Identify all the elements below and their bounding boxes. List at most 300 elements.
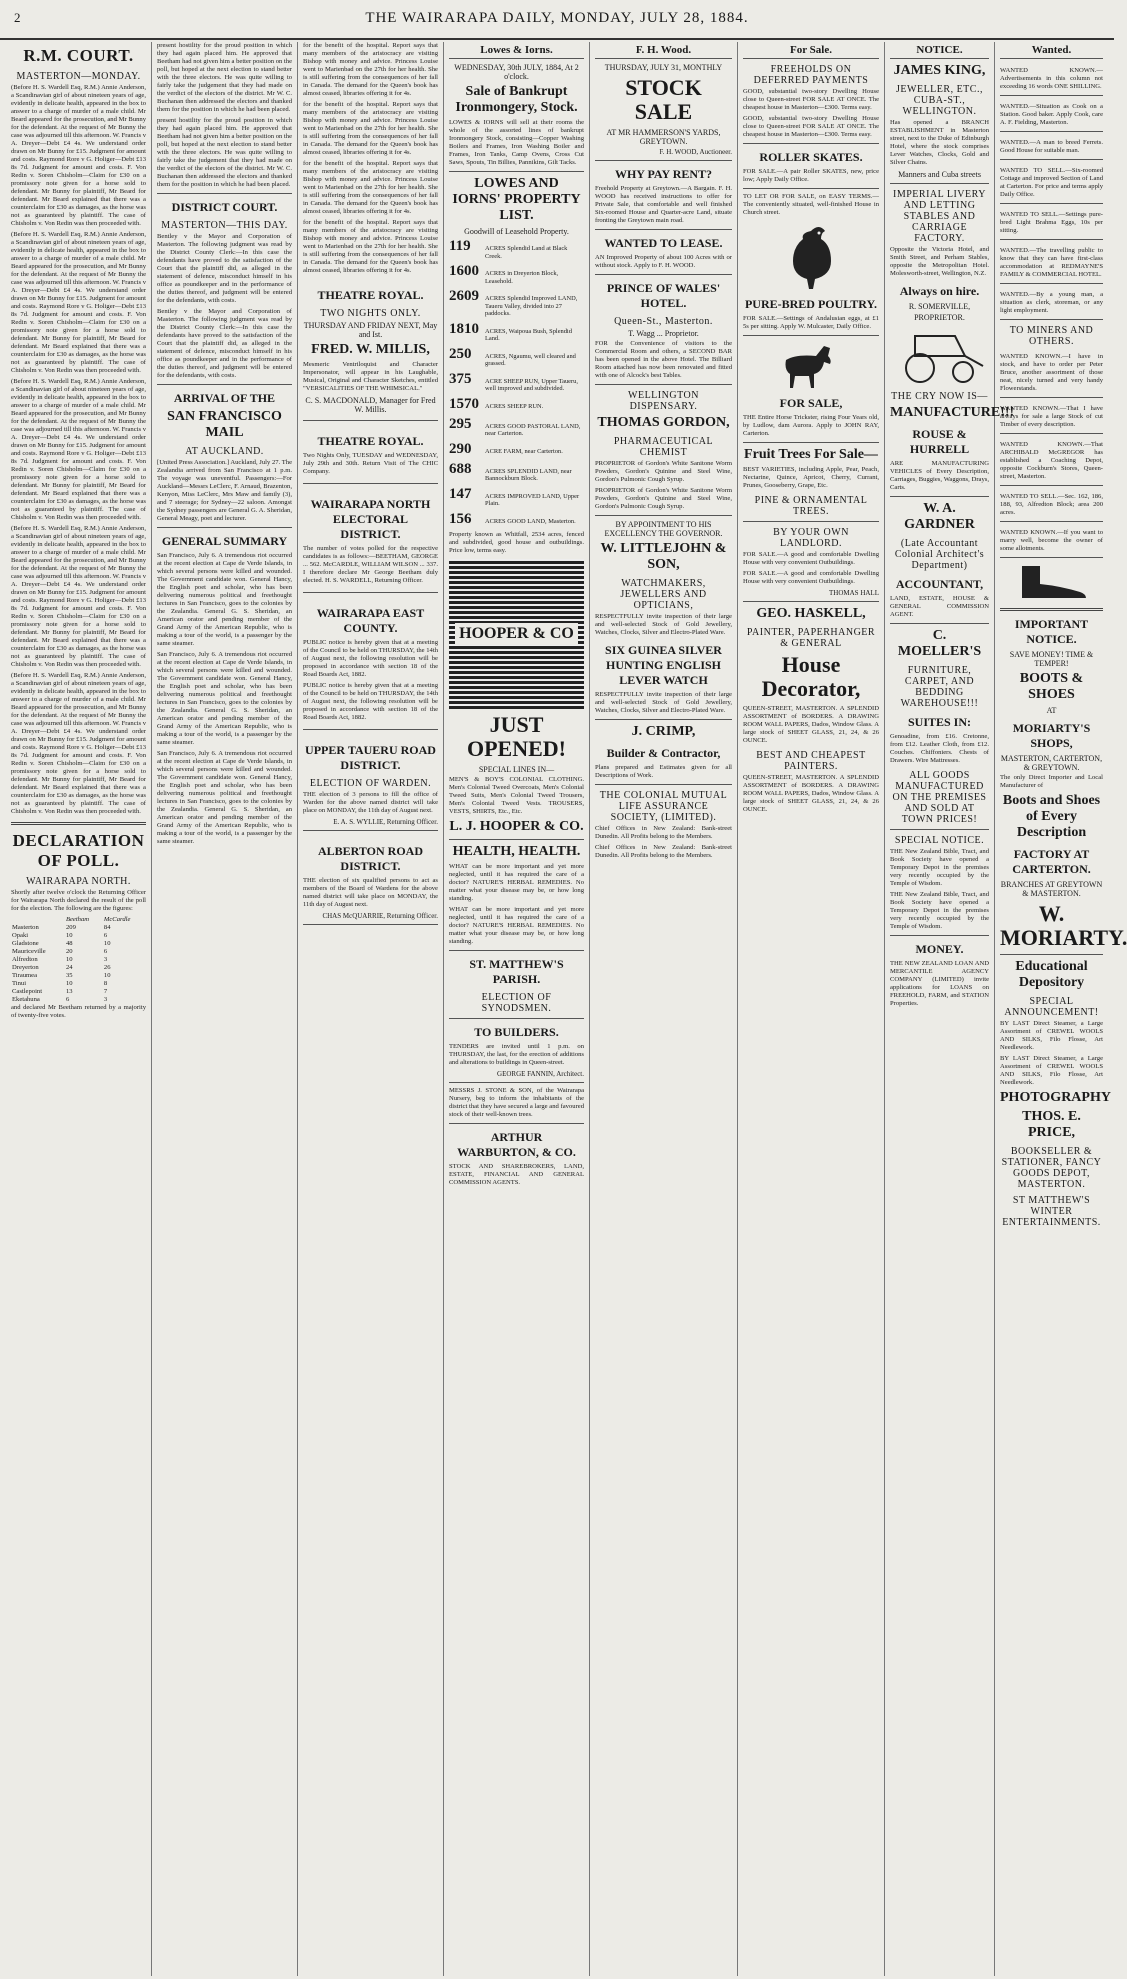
littlejohn-subtitle: WATCHMAKERS, JEWELLERS AND OPTICIANS, <box>620 578 707 611</box>
poll-cell: 26 <box>103 964 111 971</box>
poll-cell: Tinui <box>12 980 27 987</box>
property-list-intro: Goodwill of Leasehold Property. <box>464 227 569 236</box>
somerville-name: R. SOMERVILLE, <box>908 302 971 311</box>
court-report-cont: (Before H. S. Wardell Esq, R.M.) Annie Anderson, a Scandinavian girl of about nineteen years of age, evidently in delicate health, appeared in the box to answer to a charge of murder of a male child. Mr Beard appeared for the prosecution, and Mr Bunny for the defendant. At the request of Mr Bunny the case was adjourned till this afternoon. W. Francis v A. Dreyer—Debt £4 4s. We understand order drawn on Mr Bunny for £15. Judgment for amount and costs. Raymond Rore v G. Holiger—Debt £13 8s 7d. Judgment for amount and costs. F. Von Redin v. Soren Chisholm—Claim for £30 on a promissory note given for a horse sold to defendant. Mr Bunny for plaintiff, Mr Beard for defendant. Mr Beard explained that there was a counterclaim for £30 as damages, as the horse was not as guaranteed by plaintiff. The case of Chisholm v. Von Redin was then proceeded with. <box>11 231 146 374</box>
theatre-star: FRED. W. MILLIS, <box>311 342 430 357</box>
hotel-body: FOR the Convenience of visitors to the Commercial Room and others, a SECOND BAR has been opened in the above Hotel. The Billiard Room attached has now been renovated and fitted with one of Alcock's best Tables. <box>595 340 732 379</box>
wanted-ad: WANTED.—By a young man, a situation as clerk, storeman, or any light employment. <box>1000 287 1103 320</box>
property-acres: 375 <box>449 370 472 387</box>
poll-cell: Tiraumea <box>12 972 38 979</box>
stock-sale-sign: F. H. WOOD, Auctioneer. <box>659 148 732 156</box>
gardner-headline: ACCOUNTANT, <box>895 577 984 591</box>
builders-body: TENDERS are invited until 1 p.m. on THURSDAY, the last, for the erection of additions and alterations to buildings in Queen-street. <box>449 1042 584 1066</box>
poll-row <box>11 940 146 948</box>
fruit-trees-subtitle: PINE & ORNAMENTAL TREES. <box>754 495 868 517</box>
property-acres: 147 <box>449 485 472 502</box>
divider <box>890 496 989 497</box>
rent-title: WHY PAY RENT? <box>614 167 713 181</box>
court-report: (Before H. S. Wardell Esq, R.M.) Annie Anderson, a Scandinavian girl of about nineteen years of age, evidently in delicate health, appeared in the box to answer to a charge of murder of a male child. Mr Beard appeared for the prosecution, and Mr Bunny for the defendant. At the request of Mr Bunny the case was adjourned till this afternoon. W. Francis v A. Dreyer—Debt £4 4s. We understand order drawn on Mr Bunny for £15. Judgment for amount and costs. Raymond Rore v G. Holiger—Debt £13 8s 7d. Judgment for amount and costs. F. Von Redin v. Soren Chisholm—Claim for £30 on a promissory note given for a horse sold to defendant. Mr Bunny for plaintiff, Mr Beard for defendant. Mr Beard explained that there was a counterclaim for £30 as damages, as the horse was not as guaranteed by plaintiff. The case of Chisholm v. Von Redin was then proceeded with. <box>11 84 146 227</box>
property-item <box>449 441 584 458</box>
poll-cell: Eketahuna <box>12 996 40 1003</box>
suites-footer: ALL GOODS MANUFACTURED ON THE PREMISES AND SOLD AT TOWN PRICES! <box>892 770 987 825</box>
wanted-ad: WANTED TO SELL.—Settings pure-bred Light Brahma Eggs, 10s per sitting. <box>1000 207 1103 240</box>
property-description: ACRE FARM, near Carterton. <box>485 447 563 455</box>
divider <box>595 515 732 516</box>
just-opened-body: MEN'S & BOY'S COLONIAL CLOTHING. Men's Colonial Tweed Overcoats, Men's Colonial Tweed Suits, Men's Colonial Tweed Trousers, Men's Colonial Tweed Vests. TROUSERS, VESTS, SHIRTS, Etc., Etc. <box>449 775 584 815</box>
poll-cell: 24 <box>65 964 73 971</box>
wanted-list-2 <box>1000 349 1103 558</box>
poll-row <box>11 964 146 972</box>
property-description: ACRES in Dreyerton Block, Leasehold. <box>485 270 559 285</box>
poll-row <box>11 932 146 940</box>
arrival-title: ARRIVAL OF THE <box>173 391 276 405</box>
news-body-3: for the benefit of the hospital. Report says that many members of the aristocracy are visiting Bishop with money and advice. Princess Louise went to Marienbad on the 27th for her health. She is still suffering from the consequences of her fall in Canada. The demand for the Queen's book has almost ceased, libraries offering it for 4s. <box>303 160 438 215</box>
wanted-list <box>1000 63 1103 320</box>
suites-body: Genoadine, from £16. Cretonne, from £12. Leather Cloth, from £12. Couches. Chiffoniers. Chests of Drawers. Wire Mattresses. <box>890 733 989 764</box>
sale-body: LOWES & IORNS will sell at their rooms the whole of the assorted lines of bankrupt Ironmongery Stock, consisting—Copper Washing Boilers and Frames, Iron Washing Boiler and Frames, Iron Tanks, Camp Ovens, Cross Cut Saws, Spouts, Tin Billies, Pannikins, Gilt Tacks. <box>449 119 584 166</box>
court-title: R.M. COURT. <box>23 46 134 65</box>
poll-footer: and declared Mr Beetham returned by a majority of twenty-five votes. <box>11 1004 146 1019</box>
court-report-cont-4: (Before H. S. Wardell Esq, R.M.) Annie Anderson, a Scandinavian girl of about nineteen years of age, evidently in delicate health, appeared in the box to answer to a charge of murder of a male child. Mr Beard appeared for the prosecution, and Mr Bunny for the defendant. At the request of Mr Bunny the case was adjourned till this afternoon. W. Francis v A. Dreyer—Debt £4 4s. We understand order drawn on Mr Bunny for £15. Judgment for amount and costs. Raymond Rore v G. Holiger—Debt £13 8s 7d. Judgment for amount and costs. F. Von Redin v. Soren Chisholm—Claim for £30 on a promissory note given for a horse sold to defendant. Mr Bunny for plaintiff, Mr Beard for defendant. Mr Beard explained that there was a counterclaim for £30 as damages, as the horse was not as guaranteed by plaintiff. The case of Chisholm v. Von Redin was then proceeded with. <box>11 672 146 815</box>
poll-cell: 6 <box>103 932 108 939</box>
moriarty-name: W. MORIARTY. <box>1000 901 1127 950</box>
theatre-dates: THURSDAY AND FRIDAY NEXT, May and Ist. <box>303 321 438 339</box>
upper-taueru-subtitle: ELECTION OF WARDEN. <box>309 778 432 789</box>
poll-intro: Shortly after twelve o'clock the Returning Officer for Wairarapa North declared the result of the poll for the election. The following are the figures: <box>11 889 146 912</box>
livery-body: Opposite the Victoria Hotel, and Smith Street, and Perham Stables, opposite the Metropolitan Hotel. Molesworth-street, Wellington, N.Z. <box>890 246 989 277</box>
gardner-body: LAND, ESTATE, HOUSE & GENERAL COMMISSION AGENT. <box>890 595 989 618</box>
king-body: Has opened a BRANCH ESTABLISHMENT in Masterton street, next to the Duke of Edinburgh Hotel, where the stock comprises Lever Watches, Clocks, Gold and Silver Chains. <box>890 119 989 166</box>
poll-cell: 10 <box>65 932 73 939</box>
divider <box>743 601 879 602</box>
health-body: WHAT can be more important and yet more neglected, until it has required the care of a doctor? NATURE'S HERBAL REMEDIES. No matter what your disease may be, or how long standing. <box>449 862 584 902</box>
divider <box>890 935 989 936</box>
property-description: ACRES Splendid Land at Black Creek. <box>485 245 568 260</box>
money-body: THE NEW ZEALAND LOAN AND MERCANTILE AGENCY COMPANY (LIMITED) invite applications for LOANS on FREEHOLD, FARM, and STATION Properties. <box>890 960 989 1007</box>
divider <box>743 188 879 189</box>
divider <box>595 160 732 161</box>
alberton-ad <box>303 834 438 925</box>
poll-cell: Alfredton <box>12 956 38 963</box>
divider <box>449 950 584 951</box>
haskell-title: GEO. HASKELL, <box>756 606 866 621</box>
property-description: ACRES, Ngaumu, well cleared and grassed. <box>485 352 576 367</box>
educational-body: BY LAST Direct Steamer, a Large Assortment of CREWEL WOOLS AND SILKS, Filo Flosse, Art Needlework. <box>1000 1020 1103 1051</box>
property-acres: 290 <box>449 440 472 457</box>
column-5 <box>590 42 738 1976</box>
poll-cell: Gladstone <box>12 940 39 947</box>
educational-subtitle: SPECIAL ANNOUNCEMENT! <box>1004 996 1099 1018</box>
east-county-body: PUBLIC notice is hereby given that at a meeting of the Council to be held on THURSDAY, the 14th of August next, the following resolution will be proposed in accordance with section 18 of the Road Boards Act, 1882. <box>303 639 438 678</box>
fruit-trees-body: BEST VARIETIES, including Apple, Pear, Peach, Nectarine, Quince, Apricot, Cherry, Currant, Prunes, Gooseberry, Grape, Etc. <box>743 466 879 489</box>
wanted-ad: WANTED TO SELL.—Sec. 162, 186, 188, 93, Alfredton Block; area 200 acres. <box>1000 489 1103 522</box>
poll-cell: Mauriceville <box>12 948 46 955</box>
boots-title: BOOTS & SHOES <box>1019 671 1084 702</box>
gardner-title: W. A. GARDNER <box>904 501 975 532</box>
roller-skates-body: FOR SALE.—A pair Roller SKATES, new, price low; Apply Daily Office. <box>743 168 879 183</box>
property-item <box>449 238 584 260</box>
theatre2-body: Two Nights Only, TUESDAY and WEDNESDAY, July 29th and 30th. Return Visit of The CHIC Company. <box>303 452 438 475</box>
gardner-subtitle: (Late Accountant Colonial Architect's Department) <box>894 538 985 571</box>
health-title: HEALTH, HEALTH. <box>452 843 581 859</box>
poll-title: DECLARATION OF POLL. <box>12 831 145 870</box>
district-court-body-2: Bentley v the Mayor and Corporation of Masterton. The following judgment was read by the District County Clerk:—In this case the defendants have proved to the satisfaction of the Court that the plaintiff did, as alleged in the statement of defence, misconduct himself in his office as poundkeeper and in the performance of the duties thereof, and judgment will be entered for the defendants, with costs. <box>157 308 292 379</box>
property-item <box>449 486 584 508</box>
property-item <box>449 263 584 285</box>
poll-row <box>11 980 146 988</box>
news-body-4: for the benefit of the hospital. Report says that many members of the aristocracy are visiting Bishop with money and advice. Princess Louise went to Marienbad on the 27th for her health. She is still suffering from the consequences of her fall in Canada. The demand for the Queen's book has almost ceased, libraries offering it for 4s. <box>303 219 438 274</box>
property-item <box>449 371 584 393</box>
manufacture-headline: MANUFACTURE!!! <box>890 405 1015 420</box>
upper-taueru-ad <box>303 733 438 831</box>
appointment-line: BY APPOINTMENT TO HIS EXCELLENCY THE GOVERNOR. <box>604 520 723 538</box>
property-item <box>449 288 584 318</box>
election-title: WAIRARAPA NORTH ELECTORAL DISTRICT. <box>310 497 431 541</box>
divider <box>449 1082 584 1083</box>
divider <box>449 1123 584 1124</box>
property-acres: 1600 <box>449 263 479 279</box>
upper-taueru-title: UPPER TAUERU ROAD DISTRICT. <box>305 743 436 772</box>
court-report-cont-2: (Before H. S. Wardell Esq, R.M.) Annie Anderson, a Scandinavian girl of about nineteen years of age, evidently in delicate health, appeared in the box to answer to a charge of murder of a male child. Mr Beard appeared for the prosecution, and Mr Bunny for the defendant. At the request of Mr Bunny the case was adjourned till this afternoon. W. Francis v A. Dreyer—Debt £4 4s. We understand order drawn on Mr Bunny for £15. Judgment for amount and costs. Raymond Rore v G. Holiger—Debt £13 8s 7d. Judgment for amount and costs. F. Von Redin v. Soren Chisholm—Claim for £30 on a promissory note given for a horse sold to defendant. Mr Bunny for plaintiff, Mr Beard for defendant. Mr Beard explained that there was a counterclaim for £30 as damages, as the horse was not as guaranteed by plaintiff. The case of Chisholm v. Von Redin was then proceeded with. <box>11 378 146 521</box>
educational-title: Educational Depository <box>1015 959 1088 990</box>
theatre-manager: C. S. MACDONALD, Manager for Fred W. Millis. <box>305 396 436 414</box>
district-court-body: Bentley v the Mayor and Corporation of Masterton. The following judgment was read by the District County Clerk:—In this case the defendants have proved to the satisfaction of the Court that the plaintiff did, as alleged in the statement of defence, misconduct himself in his office as poundkeeper and in the performance of the duties thereof, and judgment will be entered for the defendants, with costs. <box>157 233 292 304</box>
column-header: For Sale. <box>743 42 879 59</box>
colonial-body: Chief Offices in New Zealand: Bank-street Dunedin. All Profits belong to the Members. <box>595 825 732 840</box>
divider <box>157 193 292 194</box>
hotel-proprietor: T. Wagg ... Proprietor. <box>628 329 699 338</box>
livery-title: IMPERIAL LIVERY AND LETTING STABLES AND CARRIAGE FACTORY. <box>893 189 986 244</box>
theatre-title: THEATRE ROYAL. <box>317 288 424 302</box>
property-item <box>449 321 584 343</box>
trickster-body: THE Entire Horse Trickster, rising Four Years old, by Ludlow, dam Aurora. Apply to JOHN RAY, Carterton. <box>743 414 879 437</box>
wanted-ad: WANTED.—The travelling public to know that they can have first-class accommodation at REDMAYNE'S FAMILY & COMMERCIAL HOTEL. <box>1000 243 1103 284</box>
poll-header-cell <box>11 916 65 924</box>
moeller-subtitle: FURNITURE, CARPET, AND BEDDING WAREHOUSE!!! <box>900 665 979 709</box>
court-subtitle: MASTERTON—MONDAY. <box>16 71 141 82</box>
warburton-body: STOCK AND SHAREBROKERS, LAND, ESTATE, FINANCIAL AND GENERAL COMMISSION AGENTS. <box>449 1162 584 1186</box>
haskell-subtitle: PAINTER, PAPERHANGER & GENERAL <box>746 627 876 649</box>
horse-icon <box>776 340 846 390</box>
price-footer: ST MATTHEW'S WINTER ENTERTAINMENTS. <box>1002 1195 1101 1228</box>
lease-body: AN Improved Property of about 100 Acres with or without stock. Apply to F. H. WOOD. <box>595 254 732 269</box>
haskell-body: QUEEN-STREET, MASTERTON. A SPLENDID ASSORTMENT of BORDERS. A DRAWING ROOM WALL PAPERS, Dados, Window Glass. A large stock of SHEET GLASS, 21, 24, & 26 OUNCE. <box>743 705 879 744</box>
poll-cell: 6 <box>103 948 108 955</box>
upper-taueru-body: THE election of 3 persons to fill the office of Warden for the above named district will take place on MONDAY, the 11th day of August next. <box>303 791 438 814</box>
poll-cell: 84 <box>103 924 111 931</box>
election-body: The number of votes polled for the respective candidates is as follows:—BEETHAM, GEORGE ... 562. McCARDLE, WILLIAM WILSON ... 337. I therefore declare Mr George Beetham duly elected. H. S. WARDELL, Returning Officer. <box>303 545 438 584</box>
divider <box>11 822 146 825</box>
property-description: ACRES, Waipoua Bush, Splendid Land. <box>485 327 572 342</box>
property-description: ACRES SHEEP RUN. <box>485 402 544 410</box>
property-description: ACRES SPLENDID LAND, near Bannockburn Block. <box>485 467 572 482</box>
general-summary-body: San Francisco, July 6. A tremendous riot occurred at the recent election at Cape de Verde Islands, in which several persons were killed and wounded. The Government candidate won. General Hancy, the English poet and scholar, who has been delivering numerous political and freethought lectures in San Francisco, goes to the colonies by the Zealandia. General G. S. Sheridan, an American orator and pending member of the Grand Army of the American Republic, who is making a tour of the world, is a passenger by the same steamer. <box>157 552 292 647</box>
moriarty-shops: MORIARTY'S SHOPS, <box>1012 721 1091 750</box>
poll-row <box>11 988 146 996</box>
poll-row <box>11 972 146 980</box>
court-continued-2: present hostility for the proud position in which they had again placed him. He approved that Beetham had not given him a better position on the poll, but hoped at the next election to stand better with the three electors. He was quite willing to fairly take the judgement that they had made on the verdict of the electors of the district. Mr W. C. Buchanan then addressed the electors and thanked them for the position in which he had been placed. <box>157 117 292 188</box>
divider <box>449 839 584 840</box>
property-item <box>449 511 584 528</box>
poll-cell: 35 <box>65 972 73 979</box>
poll-cell: Opaki <box>12 932 29 939</box>
poll-cell: Masterton <box>12 924 39 931</box>
money-title: MONEY. <box>915 942 964 956</box>
upper-taueru-sign: E. A. S. WYLLIE, Returning Officer. <box>333 818 438 826</box>
page-number: 2 <box>14 10 21 25</box>
sale-title: Sale of Bankrupt Ironmongery, Stock. <box>455 84 578 115</box>
divider <box>743 335 879 336</box>
divider <box>1000 954 1103 955</box>
column-6 <box>738 42 885 1976</box>
property-list-title: LOWES AND IORNS' PROPERTY LIST. <box>452 176 581 223</box>
news-body-2: for the benefit of the hospital. Report says that many members of the aristocracy are visiting Bishop with money and advice. Princess Louise went to Marienbad on the 27th for her health. She is still suffering from the consequences of her fall in Canada. The demand for the Queen's book has almost ceased, libraries offering it for 4s. <box>303 101 438 156</box>
divider <box>595 384 732 385</box>
property-list <box>449 238 584 528</box>
arrival-headline: SAN FRANCISCO MAIL <box>167 409 282 440</box>
rouse-title: ROUSE & HURRELL <box>909 427 970 456</box>
columns <box>6 42 1127 1976</box>
court-report-cont-3: (Before H. S. Wardell Esq, R.M.) Annie Anderson, a Scandinavian girl of about nineteen years of age, evidently in delicate health, appeared in the box to answer to a charge of murder of a male child. Mr Beard appeared for the prosecution, and Mr Bunny for the defendant. At the request of Mr Bunny the case was adjourned till this afternoon. W. Francis v A. Dreyer—Debt £4 4s. We understand order drawn on Mr Bunny for £15. Judgment for amount and costs. Raymond Rore v G. Holiger—Debt £13 8s 7d. Judgment for amount and costs. F. Von Redin v. Soren Chisholm—Claim for £30 on a promissory note given for a horse sold to defendant. Mr Bunny for plaintiff, Mr Beard for defendant. Mr Beard explained that there was a counterclaim for £30 as damages, as the horse was not as guaranteed by plaintiff. The case of Chisholm v. Von Redin was then proceeded with. <box>11 525 146 668</box>
livery-bold: Always on hire. <box>899 284 980 298</box>
king-title: JAMES KING, <box>893 63 986 78</box>
alberton-title: ALBERTON ROAD DISTRICT. <box>317 844 424 873</box>
hooper-block-word: HOOPER & CO <box>455 623 578 645</box>
lease-title: WANTED TO LEASE. <box>604 236 723 250</box>
theatre-body: Mesmeric Ventriloquist and Character Impersonator, will appear in his Laughable, Musical, Original and Character Sketches, entitled "VERSICALITIES OF THE WHIMSICAL." <box>303 361 438 392</box>
gordon-title: THOMAS GORDON, <box>597 415 730 430</box>
poll-cell: 10 <box>103 972 111 979</box>
miners-title: TO MINERS AND OTHERS. <box>1009 325 1094 347</box>
poll-cell: 48 <box>65 940 73 947</box>
theatre2-ad <box>303 424 438 484</box>
general-summary-body-3: San Francisco, July 6. A tremendous riot occurred at the recent election at Cape de Verde Islands, in which several persons were killed and wounded. The Government candidate won. General Hancy, the English poet and scholar, who has been delivering numerous political and freethought lectures in San Francisco, goes to the colonies by the Zealandia. General G. S. Sheridan, an American orator and pending member of the Grand Army of the American Republic, who is making a tour of the world, is a passenger by the same steamer. <box>157 750 292 845</box>
price-subtitle: BOOKSELLER & STATIONER, FANCY GOODS DEPOT, MASTERTON. <box>1001 1146 1102 1190</box>
trickster-title: FOR SALE, <box>779 396 843 410</box>
masthead <box>0 0 1114 40</box>
littlejohn-title: W. LITTLEJOHN & SON, <box>600 541 727 572</box>
property-description: ACRE SHEEP RUN, Upper Taueru, well improved and subdivided. <box>485 377 578 392</box>
column-header: NOTICE. <box>890 42 989 59</box>
property-description: ACRES IMPROVED LAND, Upper Plain. <box>485 492 580 507</box>
property-description: ACRES Splendid Improved LAND, Taueru Valley, divided into 27 paddocks. <box>485 295 578 317</box>
divider <box>449 171 584 172</box>
column-header: F. H. Wood. <box>595 42 732 59</box>
general-summary-title: GENERAL SUMMARY <box>161 534 288 548</box>
educational-body-2: BY LAST Direct Steamer, a Large Assortment of CREWEL WOOLS AND SILKS, Filo Flosse, Art Needlework. <box>1000 1055 1103 1086</box>
stock-sale-date: THURSDAY, JULY 31, MONTHLY <box>604 63 723 72</box>
property-item <box>449 461 584 483</box>
haskell-headline: House Decorator, <box>761 652 861 701</box>
district-court-title: DISTRICT COURT. <box>171 200 278 214</box>
property-acres: 1810 <box>449 320 479 337</box>
poll-cell: 7 <box>103 988 108 995</box>
builders-sign: GEORGE FANNIN, Architect. <box>497 1069 584 1078</box>
warburton-title: ARTHUR WARBURTON, & CO. <box>457 1129 576 1159</box>
stock-sale-title: STOCK SALE <box>625 75 702 124</box>
rouse-body: ARE MANUFACTURING VEHICLES of Every Description, Carriages, Buggies, Waggons, Drays, Carts. <box>890 460 989 491</box>
poll-row <box>11 924 146 932</box>
property-acres: 156 <box>449 510 472 527</box>
littlejohn-body: RESPECTFULLY invite inspection of their large and well-selected Stock of Gold Jewellery, Watches, Clocks, Silver and Electro-Plated Ware. <box>595 613 732 636</box>
wanted-ad: WANTED KNOWN.—Advertisements in this column not exceeding 16 words ONE SHILLING. <box>1000 63 1103 96</box>
divider <box>890 829 989 830</box>
landlord-title: BY YOUR OWN LANDLORD. <box>773 527 849 549</box>
poll-subtitle: WAIRARAPA NORTH. <box>26 876 131 887</box>
poll-cell: 8 <box>103 980 108 987</box>
property-item <box>449 346 584 368</box>
poll-cell: 13 <box>65 988 73 995</box>
colonial-body-2: Chief Offices in New Zealand: Bank-street Dunedin. All Profits belong to the Members. <box>595 844 732 859</box>
wanted-ad: WANTED KNOWN.—I have in stock, and have to order per Peter Bruce, another assortment of those neat, nicely turned and very handy Flowerstands. <box>1000 349 1103 398</box>
haskell-footer: BEST AND CHEAPEST PAINTERS. <box>756 750 866 772</box>
east-county-body-2: PUBLIC notice is hereby given that at a meeting of the Council to be held on THURSDAY, the 14th of August next, the following resolution will be proposed in accordance with section 18 of the Road Boards Act, 1882. <box>303 682 438 721</box>
property-acres: 1570 <box>449 395 479 412</box>
divider <box>157 384 292 385</box>
lever-watch-title: SIX GUINEA SILVER HUNTING ENGLISH LEVER WATCH <box>605 643 722 687</box>
poll-table <box>11 916 146 1004</box>
divider <box>595 274 732 275</box>
landlord-body: FOR SALE.—A good and comfortable Dwelling House with very convenient Outbuildings. <box>743 551 879 566</box>
health-body-2: WHAT can be more important and yet more neglected, until it has required the care of a doctor? NATURE'S HERBAL REMEDIES. No matter what your disease may be, or how long standing. <box>449 905 584 945</box>
gordon-body-2: PROPRIETOR of Gordon's White Sanitone Worm Powders, Gordon's Quinine and Steel Wine, Gordon's Pulmonic Cough Syrup. <box>595 487 732 510</box>
roller-skates-title: ROLLER SKATES. <box>759 150 863 164</box>
poll-row <box>11 948 146 956</box>
freehold-body-2: GOOD, substantial two-story Dwelling House close to Queen-street FOR SALE AT ONCE. The cheapest house in Masterton—£300. Terms easy. <box>743 115 879 138</box>
property-footer: Property known as Whitfall, 2534 acres, fenced and subdivided, good house and outbuildings. Price low, terms easy. <box>449 530 584 554</box>
poll-cell: 209 <box>65 924 76 931</box>
alberton-sign: CHAS McQUARRIE, Returning Officer. <box>322 912 438 920</box>
photography-headline: PHOTOGRAPHY <box>1000 1090 1111 1105</box>
moriarty-places: MASTERTON, CARTERTON, & GREYTOWN. <box>1000 754 1103 772</box>
stock-sale-where: AT MR HAMMERSON'S YARDS, GREYTOWN. <box>606 128 721 146</box>
to-let-body: TO LET OR FOR SALE, on EASY TERMS.—The conveniently situated, well-finished House in Church street. <box>743 193 879 216</box>
theatre-subtitle: TWO NIGHTS ONLY. <box>320 308 421 319</box>
sale-date: WEDNESDAY, 30th JULY, 1884, At 2 o'clock. <box>454 63 579 81</box>
freehold-title: FREEHOLDS ON DEFERRED PAYMENTS <box>753 64 869 86</box>
crimp-subtitle: Builder & Contractor, <box>606 746 721 760</box>
poll-cell: 6 <box>65 996 70 1003</box>
property-description: ACRES GOOD LAND, Masterton. <box>485 517 576 525</box>
landlord-body-2: FOR SALE.—A good and comfortable Dwelling House with very convenient Outbuildings. <box>743 570 879 585</box>
wanted-ad: WANTED KNOWN.—That I have always for sale a large Stock of cut Timber of every description. <box>1000 401 1103 434</box>
freehold-body: GOOD, substantial two-story Dwelling House close to Queen-street FOR SALE AT ONCE. The cheapest house in Masterton—£300. Terms easy. <box>743 88 879 111</box>
moriarty-headline: Boots and Shoes of Every Description <box>1002 793 1101 840</box>
special-notice-body: THE New Zealand Bible, Tract, and Book Society have opened a Temporary Depot in the premises very recently occupied by the Temple of Wisdom. <box>890 848 989 887</box>
poll-row <box>11 996 146 1004</box>
theatre2-title: THEATRE ROYAL. <box>317 434 424 448</box>
gordon-body: PROPRIETOR of Gordon's White Sanitone Worm Powders, Gordon's Quinine and Steel Wine, Gordon's Pulmonic Cough Syrup. <box>595 460 732 483</box>
election-ad <box>303 487 438 593</box>
save-money-line: SAVE MONEY! TIME & TEMPER! <box>1009 650 1094 668</box>
wanted-ad: WANTED TO SELL.—Six-roomed Cottage and improved Section of Land at Carterton. For price and terms apply Daily Office. <box>1000 163 1103 204</box>
newspaper-title: THE WAIRARAPA DAILY, MONDAY, JULY 28, 1884. <box>365 10 749 26</box>
divider <box>595 784 732 785</box>
parish-subtitle: ELECTION OF SYNODSMEN. <box>481 991 552 1014</box>
colonial-title: THE COLONIAL MUTUAL LIFE ASSURANCE SOCIETY, (LIMITED). <box>599 790 728 823</box>
price-title: THOS. E. PRICE, <box>1022 1109 1081 1140</box>
general-summary-body-2: San Francisco, July 6. A tremendous riot occurred at the recent election at Cape de Verde Islands, in which several persons were killed and wounded. The Government candidate won. General Hancy, the English poet and scholar, who has been delivering numerous political and freethought lectures in San Francisco, goes to the colonies by the Zealandia. General G. S. Sheridan, an American orator and pending member of the Grand Army of the American Republic, who is making a tour of the world, is a passenger by the same steamer. <box>157 651 292 746</box>
divider <box>890 183 989 184</box>
divider <box>595 719 732 720</box>
littlejohn-body-2: RESPECTFULLY invite inspection of their large and well-selected Stock of Gold Jewellery, Watches, Clocks, Silver and Electro-Plated Ware. <box>595 691 732 714</box>
poll-cell: 3 <box>103 956 108 963</box>
property-item <box>449 396 584 413</box>
east-county-ad <box>303 596 438 730</box>
stone-nursery-body: MESSRS J. STONE & SON, of the Wairarapa Nursery, beg to inform the inhabitants of the district that they have secured a large and favoured stock of their well-known trees. <box>449 1086 584 1118</box>
news-body: for the benefit of the hospital. Report says that many members of the aristocracy are visiting Bishop with money and advice. Princess Louise went to Marienbad on the 27th for her health. She is still suffering from the consequences of her fall in Canada. The demand for the Queen's book has almost ceased, libraries offering it for 4s. <box>303 42 438 97</box>
poll-cell: 10 <box>65 956 73 963</box>
moriarty-branches: BRANCHES AT GREYTOWN & MASTERTON. <box>1000 880 1103 898</box>
boot-icon <box>1012 562 1092 602</box>
gordon-subtitle: PHARMACEUTICAL CHEMIST <box>613 436 714 458</box>
divider <box>449 1018 584 1019</box>
court-continued: present hostility for the proud position in which they had again placed him. He approved that Beetham had not given him a better position on the poll, but hoped at the next election to stand better with the three electors. He was quite willing to fairly take the judgement that they had made on the verdict of the electors of the district. Mr W. C. Buchanan then addressed the electors and thanked them for the position in which he had been placed. <box>157 42 292 113</box>
property-item <box>449 416 584 438</box>
king-subtitle: JEWELLER, ETC., CUBA-ST., WELLINGTON. <box>896 84 983 117</box>
special-notice-title: SPECIAL NOTICE. <box>894 835 985 846</box>
divider <box>157 527 292 528</box>
poll-cell: Castlepoint <box>12 988 43 995</box>
east-county-title: WAIRARAPA EAST COUNTY. <box>316 606 425 635</box>
poll-header-cell: Beetham <box>65 916 90 923</box>
column-2 <box>152 42 298 1976</box>
property-description: ACRES GOOD PASTORAL LAND, near Carterton. <box>485 422 581 437</box>
hooper-block-lettering <box>449 559 584 709</box>
fruit-trees-title: Fruit Trees For Sale— <box>744 447 878 462</box>
carriage-icon <box>895 326 985 386</box>
column-1 <box>6 42 152 1976</box>
hotel-subtitle: Queen-St., Masterton. <box>614 316 713 327</box>
wanted-ad: WANTED KNOWN.—That ARCHIBALD McGREGOR has established a Coaching Depot, opposite Cockburn's Stores, Queen-street, Masterton. <box>1000 437 1103 486</box>
cry-title: THE CRY NOW IS— <box>891 391 988 402</box>
dispensary-title: WELLINGTON DISPENSARY. <box>628 390 699 412</box>
property-acres: 250 <box>449 345 472 362</box>
moriarty-factory: FACTORY AT CARTERTON. <box>1012 847 1091 876</box>
column-8 <box>995 42 1127 1976</box>
column-7 <box>885 42 1015 1976</box>
landlord-sign: THOMAS HALL <box>829 589 879 597</box>
column-3 <box>298 42 444 1976</box>
just-opened-subtitle: SPECIAL LINES IN— <box>478 764 555 774</box>
suites-title: SUITES IN: <box>907 715 972 729</box>
column-header: Lowes & Iorns. <box>449 42 584 59</box>
divider <box>743 521 879 522</box>
moeller-title: C. MOELLER'S <box>897 628 982 659</box>
somerville-subtitle: PROPRIETOR. <box>914 313 965 322</box>
crimp-title: J. CRIMP, <box>631 724 696 739</box>
divider <box>890 623 989 624</box>
property-acres: 2609 <box>449 288 479 304</box>
property-acres: 295 <box>449 415 472 432</box>
hooper-name: L. J. HOOPER & CO. <box>449 818 584 834</box>
king-bold: Manners and Cuba streets <box>898 170 981 179</box>
poll-cell: 10 <box>103 940 111 947</box>
column-4 <box>444 42 590 1976</box>
wanted-ad: WANTED.—Situation as Cook on a Station. Good baker. Apply Cook, care A. F. Fielding, Masterton. <box>1000 99 1103 132</box>
poultry-body: FOR SALE.—Settings of Andalusian eggs, at £1 5s per sitting. Apply W. Mulcaster, Daily Office. <box>743 315 879 330</box>
poll-row <box>11 956 146 964</box>
poll-cell: 20 <box>65 948 73 955</box>
district-court-subtitle: MASTERTON—THIS DAY. <box>161 220 288 231</box>
alberton-body: THE election of six qualified persons to act as members of the Board of Wardens for the above named district will take place on MONDAY, the 11th day of August next. <box>303 877 438 908</box>
divider <box>1000 608 1103 611</box>
theatre-ad <box>303 278 438 421</box>
builders-title: TO BUILDERS. <box>474 1024 559 1039</box>
important-notice-title: IMPORTANT NOTICE. <box>1014 617 1089 646</box>
column-header: Wanted. <box>1000 42 1103 59</box>
poll-header-cell: McCardle <box>103 916 131 923</box>
